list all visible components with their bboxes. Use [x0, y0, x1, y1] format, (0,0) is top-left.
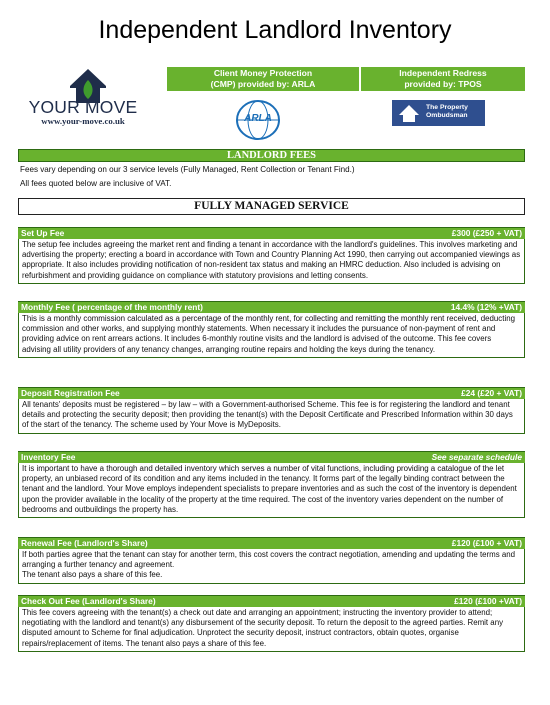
logo-text: YOUR MOVE: [28, 97, 138, 117]
fully-managed-service-heading: FULLY MANAGED SERVICE: [18, 198, 525, 215]
section-inventory-fee: [18, 451, 525, 518]
section-body: The setup fee includes agreeing the market rent and finding a tenant in accordance with the landlord's guidelines. This involves marketing and advertising the property; erecting a board in accordance with Town and Country Planning Act 1990, then carrying out accompanied viewings as appropriate. It also includes providing notification of non-resident tax status and making an HMRC deduction. Also included is advising on refurbishment and providing guidance on compliance with statutory provisions and letting consents.: [18, 239, 525, 284]
section-monthly-fee: [18, 301, 525, 358]
section-renewal-fee: [18, 537, 525, 584]
tpos-house-icon: [397, 103, 421, 123]
section-header: [18, 451, 525, 463]
section-body: This fee covers agreeing with the tenant(s) a check out date and arranging an appointment; instructing the inventory provider to attend; negotiating with the landlord and tenant(s) any disbursement of the security deposit. To return the deposit to the agreed parties. Remit any disputed amount to Scheme for final adjudication. Unprotect the security deposit, instruct contractors, obtain quotes, organise repairs/replacement of items. The tenant also pays a share of this fee.: [18, 607, 525, 652]
redress-line-2: provided by: TPOS: [404, 79, 482, 89]
section-price: See separate schedule: [431, 452, 522, 462]
section-title: Set Up Fee: [21, 228, 65, 238]
tpos-line-1: The Property: [426, 104, 468, 111]
tpos-line-2: Ombudsman: [426, 112, 468, 119]
section-title: Deposit Registration Fee: [21, 388, 120, 398]
section-title: Monthly Fee ( percentage of the monthly rent): [21, 302, 203, 312]
section-body: [18, 549, 525, 584]
arla-logo: [234, 99, 282, 141]
section-price: £120 (£100 +VAT): [454, 596, 522, 606]
redress-line-1: Independent Redress: [399, 68, 487, 78]
section-header: [18, 595, 525, 607]
section-price: £24 (£20 + VAT): [461, 388, 522, 398]
section-title: Inventory Fee: [21, 452, 76, 462]
section-body-extra: The tenant also pays a share of this fee.: [22, 570, 163, 580]
cmp-badge: [167, 67, 359, 91]
tpos-logo: [392, 100, 485, 126]
section-price: £120 (£100 + VAT): [451, 538, 522, 548]
section-header: [18, 227, 525, 239]
section-body: All tenants' deposits must be registered – by law – with a Government-authorised Scheme. This fee is for registering the landlord and tenant details and protecting the security deposit; then providing the tenant(s) with the Deposit Certificate and Prescribed Information within 30 days of the start of the tenancy. The scheme used by Your Move is MyDeposits.: [18, 399, 525, 434]
fees-vat-note: All fees quoted below are inclusive of VAT.: [20, 179, 172, 188]
section-price: 14.4% (12% +VAT): [450, 302, 522, 312]
page-title: Independent Landlord Inventory: [98, 16, 452, 44]
website-link[interactable]: www.your-move.co.uk: [41, 116, 125, 126]
section-header: [18, 537, 525, 549]
cmp-line-1: Client Money Protection: [213, 68, 313, 78]
section-price: £300 (£250 + VAT): [451, 228, 522, 238]
section-body: This is a monthly commission calculated as a percentage of the monthly rent, for collecting and remitting the monthly rent received, deducting commission and other works, and supplying monthly statements. When necessary it includes the pursuance of non-payment of rent and providing advice on rent arrears actions. It includes 6-monthly routine visits and the landlord is advised of the outcome. This fee covers advising all utility providers of any tenancy changes, arranging routine repairs and holding the keys during the tenancy.: [18, 313, 525, 358]
section-header: [18, 301, 525, 313]
section-title: Renewal Fee (Landlord's Share): [21, 538, 148, 548]
your-move-logo[interactable]: [18, 66, 148, 126]
redress-badge: [361, 67, 525, 91]
section-body-text: If both parties agree that the tenant can stay for another term, this cost covers the contract negotiation, amending and updating the terms and arranging a further tenancy and agreement.: [22, 550, 516, 570]
fees-intro-text: Fees vary depending on our 3 service levels (Fully Managed, Rent Collection or Tenant Find.): [20, 165, 355, 174]
landlord-fees-heading: LANDLORD FEES: [18, 149, 525, 162]
section-header: [18, 387, 525, 399]
arla-logo-text: ARLA: [244, 113, 272, 124]
cmp-line-2: (CMP) provided by: ARLA: [210, 79, 316, 89]
section-body: It is important to have a thorough and detailed inventory which serves a number of vital functions, including providing a catalogue of the let property, an unbiased record of its condition and any items included in the tenancy. It forms part of the legally binding contract between the tenant and the landlord. Your Move employs independent specialists to prepare inventories and as such the cost of the inventory is dependent upon the provider available in the locality of the property at the time required. The cost of the inventory varies dependent on the number of bedrooms and outbuildings the property has.: [18, 463, 525, 518]
section-set-up-fee: [18, 227, 525, 284]
section-title: Check Out Fee (Landlord's Share): [21, 596, 156, 606]
section-deposit-registration-fee: [18, 387, 525, 434]
section-check-out-fee: [18, 595, 525, 652]
